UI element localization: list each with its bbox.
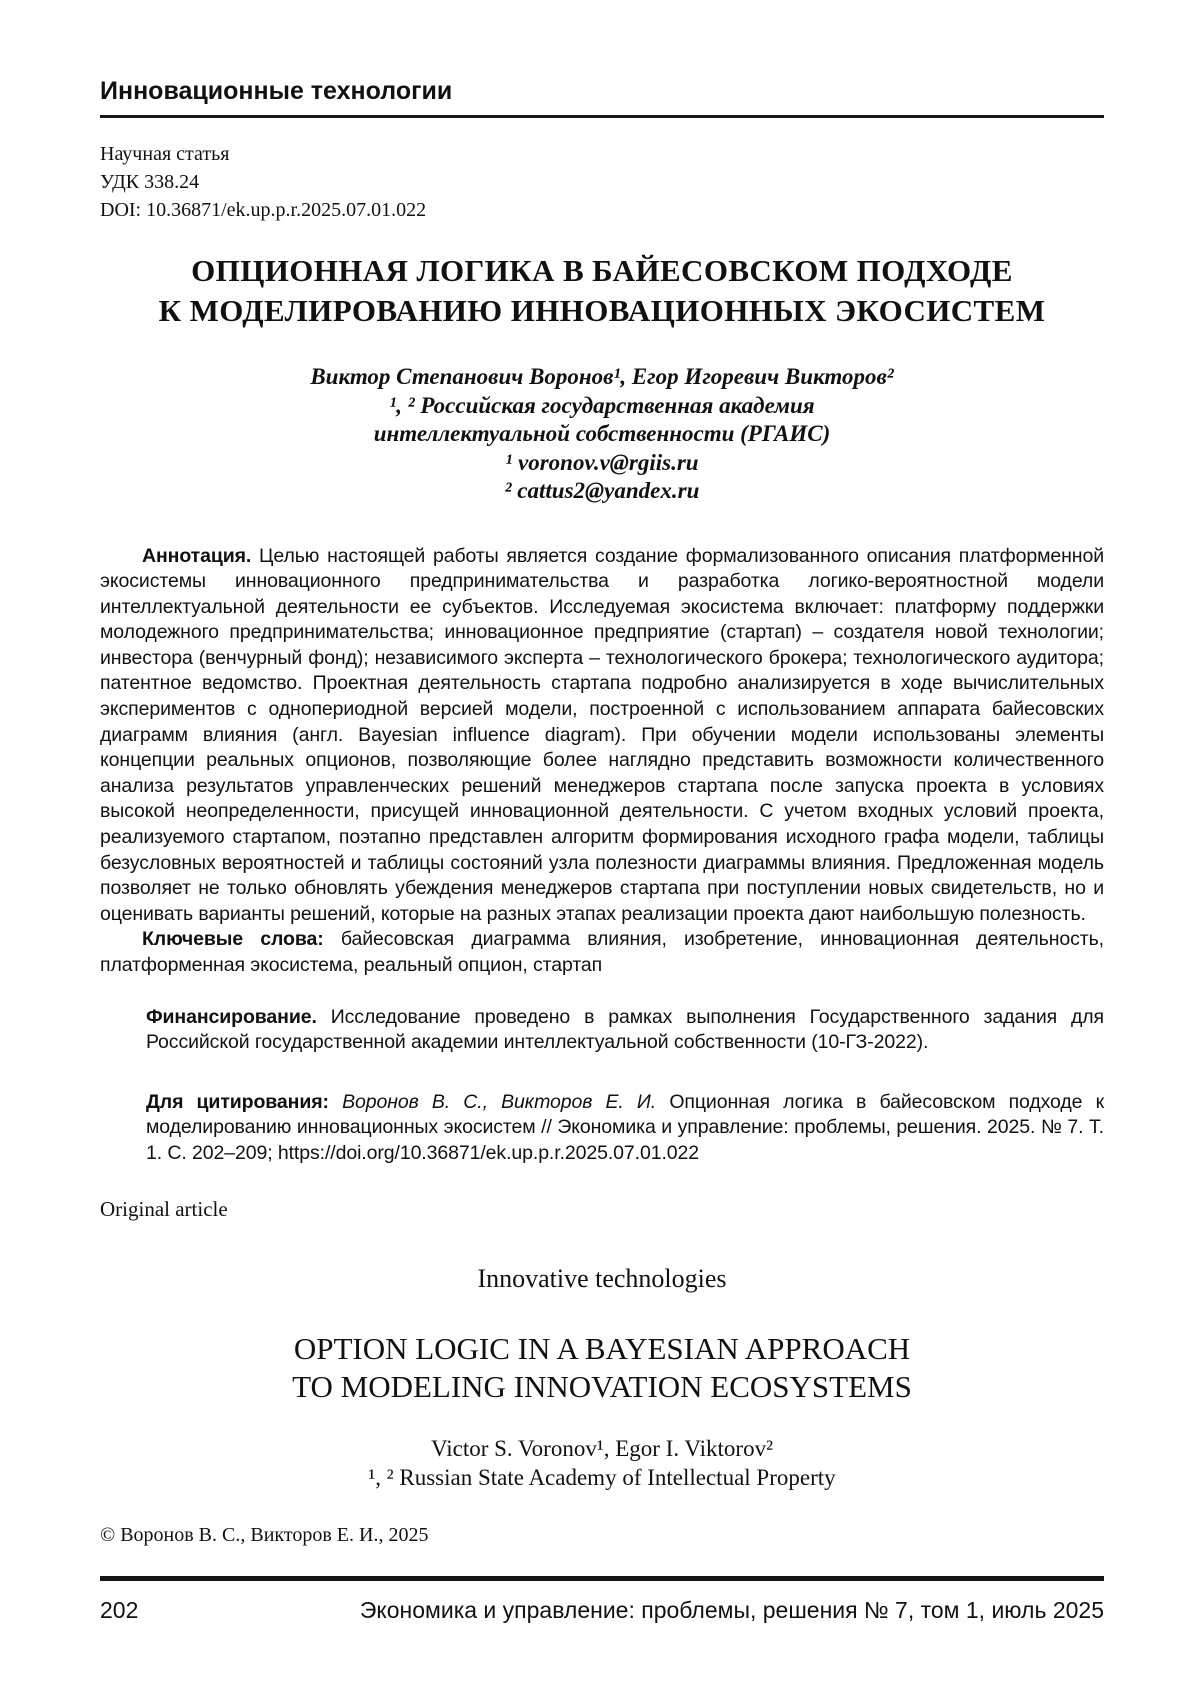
original-article-label: Original article bbox=[100, 1196, 228, 1221]
citation-label: Для цитирования: bbox=[146, 1090, 329, 1113]
affiliation-en: ¹, ² Russian State Academy of Intellectual Property bbox=[368, 1464, 836, 1490]
affiliation-ru-line-1: ¹, ² Российская государственная академия bbox=[389, 392, 815, 418]
author-email-2: ² cattus2@yandex.ru bbox=[504, 478, 700, 503]
page-header bbox=[100, 76, 1104, 118]
page-footer bbox=[100, 1576, 1104, 1624]
footer-rule bbox=[100, 1576, 1104, 1581]
header-rule bbox=[100, 115, 1104, 118]
author-email-1: ¹ voronov.v@rgiis.ru bbox=[505, 449, 699, 475]
abstract-text: Целью настоящей работы является создание формализованного описания платформенной экосистемы инновационного предпринимательства и разработка логико-вероятностной модели интеллектуальной деятельности ее субъектов. Исследуемая экосистема включает: платформу поддержки молодежного предпринимательства; инновационное предприятие (стартап) – создателя новой технологии; инвестора (венчурный фонд); независимого эксперта – технологического брокера; технологического аудитора; патентное ведомство. Проектная деятельность стартапа подробно анализируется в ходе вычислительных экспериментов с однопериодной версией модели, построенной с использованием аппарата байесовских диаграмм влияния (англ. Bayesian influence diagram). При обучении модели использованы элементы концепции реальных опционов, позволяющие более наглядно представить возможности количественного анализа результатов управленческих решений менеджеров стартапа после запуска проекта в условиях высокой неопределенности, присущей инновационной деятельности. С учетом входных условий проекта, реализуемого стартапом, поэтапно представлен алгоритм формирования исходного графа модели, таблицы безусловных вероятностей и таблицы состояний узла полезности диаграммы влияния. Предложенная модель позволяет не только обновлять убеждения менеджеров стартапа при поступлении новых свидетельств, но и оценивать варианты решений, которые на разных этапах реализации проекта дают наибольшую полезность. bbox=[100, 544, 1104, 925]
funding-label: Финансирование. bbox=[146, 1005, 317, 1028]
authors-block-en bbox=[100, 1434, 1104, 1492]
doi-line: DOI: 10.36871/ek.up.p.r.2025.07.01.022 bbox=[100, 199, 427, 221]
citation-authors: Воронов В. С., Викторов Е. И. bbox=[342, 1090, 657, 1113]
article-title-en bbox=[100, 1330, 1104, 1406]
udc-code: УДК 338.24 bbox=[100, 171, 200, 193]
authors-block-ru bbox=[100, 363, 1104, 506]
page-number: 202 bbox=[100, 1596, 139, 1623]
article-title-ru bbox=[100, 251, 1104, 331]
section-title-en: Innovative technologies bbox=[477, 1263, 727, 1293]
copyright-line: © Воронов В. С., Викторов Е. И., 2025 bbox=[100, 1523, 429, 1546]
abstract-paragraph bbox=[100, 544, 1104, 928]
abstract-label: Аннотация. bbox=[142, 544, 252, 567]
title-en-line-1: OPTION LOGIC IN A BAYESIAN APPROACH bbox=[293, 1330, 911, 1366]
article-meta bbox=[100, 140, 1104, 224]
title-ru-line-1: ОПЦИОННАЯ ЛОГИКА В БАЙЕСОВСКОМ ПОДХОДЕ bbox=[191, 253, 1013, 288]
citation-paragraph bbox=[146, 1090, 1104, 1167]
keywords-paragraph bbox=[100, 927, 1104, 978]
keywords-label: Ключевые слова: bbox=[142, 928, 324, 951]
footer-row bbox=[100, 1596, 1104, 1624]
authors-ru-names: Виктор Степанович Воронов¹, Егор Игоревич Викторов² bbox=[310, 364, 894, 389]
article-type: Научная статья bbox=[100, 143, 230, 165]
citation-text: Опционная логика в байесовском подходе к моделированию инновационных экосистем // Экономика и управление: проблемы, решения. 2025. № 7. Т. 1. С. 202–209; https://doi.org/10.36871/ek.up.p.r.2025.07.01.022 bbox=[146, 1090, 1105, 1164]
keywords-text: байесовская диаграмма влияния, изобретение, инновационная деятельность, платформенная экосистема, реальный опцион, стартап bbox=[100, 928, 1104, 976]
title-en-line-2: TO MODELING INNOVATION ECOSYSTEMS bbox=[292, 1368, 912, 1404]
journal-title-line: Экономика и управление: проблемы, решения № 7, том 1, июль 2025 bbox=[359, 1596, 1104, 1623]
rubric-title: Инновационные технологии bbox=[100, 77, 453, 105]
funding-paragraph bbox=[146, 1005, 1104, 1056]
affiliation-ru-line-2: интеллектуальной собственности (РГАИС) bbox=[373, 421, 831, 446]
title-ru-line-2: К МОДЕЛИРОВАНИЮ ИННОВАЦИОННЫХ ЭКОСИСТЕМ bbox=[158, 293, 1046, 328]
funding-text: Исследование проведено в рамках выполнения Государственного задания для Российской государственной академии интеллектуальной собственности (10-ГЗ-2022). bbox=[146, 1005, 1104, 1054]
authors-en-names: Victor S. Voronov¹, Egor I. Viktorov² bbox=[431, 1435, 773, 1461]
